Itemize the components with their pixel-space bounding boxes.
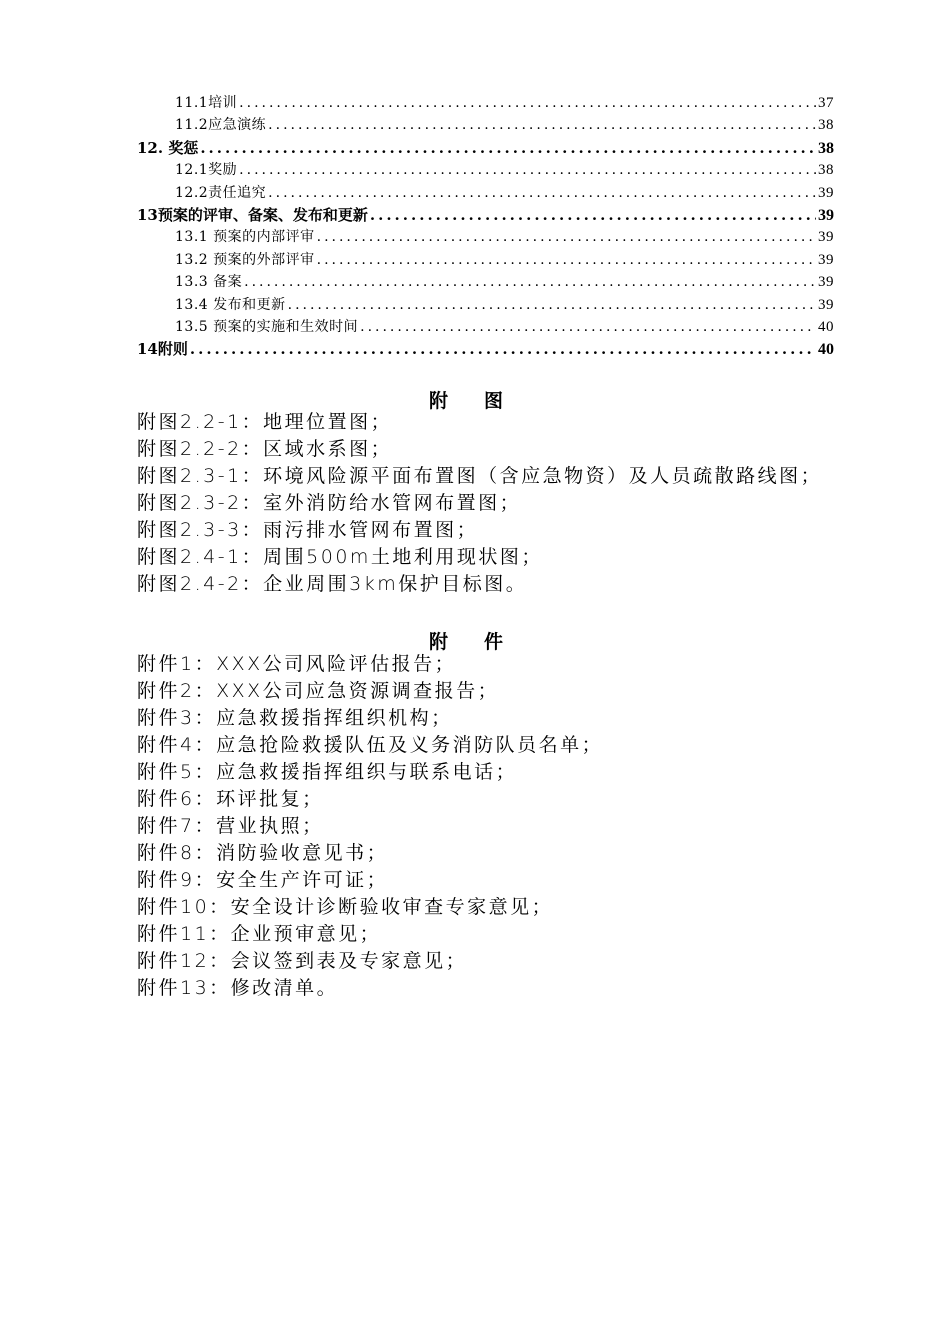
toc-entry[interactable] xyxy=(137,271,834,293)
toc-leader-dots xyxy=(239,95,816,111)
attachment-list-item: 附件8：消防验收意见书； xyxy=(137,842,389,864)
toc-page-number: 39 xyxy=(818,274,834,291)
toc-leader-dots xyxy=(360,319,816,335)
toc-page-number: 38 xyxy=(818,139,834,157)
toc-leader-dots xyxy=(317,252,816,268)
toc-page-number: 40 xyxy=(818,318,834,335)
toc-page-number: 39 xyxy=(818,184,834,201)
toc-page-number: 37 xyxy=(818,95,834,111)
figure-list-item: 附图2.2-2：区域水系图； xyxy=(137,438,393,460)
attachment-list-item: 附件10：安全设计诊断验收审查专家意见； xyxy=(137,896,554,918)
attachment-list-item: 附件7：营业执照； xyxy=(137,815,324,837)
toc-entry-title: 12.1奖励 xyxy=(175,162,238,179)
toc-page-number: 39 xyxy=(818,296,834,313)
figure-list-item: 附图2.3-1：环境风险源平面布置图（含应急物资）及人员疏散路线图； xyxy=(137,465,823,487)
toc-leader-dots xyxy=(268,117,816,133)
toc-entry-title: 12.2责任追究 xyxy=(175,184,267,201)
figure-list-item: 附图2.4-1：周围500m土地利用现状图； xyxy=(137,546,543,568)
toc-entry[interactable] xyxy=(137,137,834,159)
table-of-contents xyxy=(137,92,834,361)
toc-entry-title: 11.1培训 xyxy=(175,95,238,111)
figure-list-item: 附图2.4-2：企业周围3km保护目标图。 xyxy=(137,573,528,595)
figures-heading: 附图 xyxy=(428,390,539,412)
toc-entry-title: 13.1 预案的内部评审 xyxy=(175,229,315,246)
figure-list-item: 附图2.3-3：雨污排水管网布置图； xyxy=(137,519,479,541)
toc-entry[interactable] xyxy=(137,114,834,136)
attachment-list-item: 附件3：应急救援指挥组织机构； xyxy=(137,707,453,729)
toc-entry-title: 13.3 备案 xyxy=(175,274,243,291)
attachment-list-item: 附件4：应急抢险救援队伍及义务消防队员名单； xyxy=(137,734,604,756)
toc-entry-title: 14附则 xyxy=(137,340,188,359)
toc-leader-dots xyxy=(370,206,816,224)
toc-leader-dots xyxy=(268,185,816,201)
toc-entry-title: 13预案的评审、备案、发布和更新 xyxy=(137,205,368,224)
toc-entry[interactable] xyxy=(137,338,834,360)
toc-page-number: 39 xyxy=(818,229,834,246)
attachment-list-item: 附件12：会议签到表及专家意见； xyxy=(137,950,468,972)
attachment-list-item: 附件9：安全生产许可证； xyxy=(137,869,389,891)
figures-list xyxy=(137,409,857,598)
toc-entry[interactable] xyxy=(137,249,834,271)
toc-leader-dots xyxy=(244,274,816,290)
attachments-heading: 附件 xyxy=(428,631,539,653)
attachment-list-item: 附件6：环评批复； xyxy=(137,788,324,810)
toc-entry[interactable] xyxy=(137,294,834,316)
attachment-list-item: 附件11：企业预审意见； xyxy=(137,923,382,945)
attachments-list xyxy=(137,651,857,1002)
toc-leader-dots xyxy=(288,297,816,313)
figure-list-item: 附图2.3-2：室外消防给水管网布置图； xyxy=(137,492,522,514)
toc-leader-dots xyxy=(317,229,816,245)
toc-leader-dots xyxy=(190,340,816,358)
toc-leader-dots xyxy=(239,162,816,178)
toc-entry[interactable] xyxy=(137,316,834,338)
attachment-list-item: 附件2：XXX公司应急资源调查报告； xyxy=(137,680,500,702)
attachment-list-item: 附件1：XXX公司风险评估报告； xyxy=(137,653,457,675)
attachment-list-item: 附件13：修改清单。 xyxy=(137,977,339,999)
toc-entry[interactable] xyxy=(137,159,834,181)
toc-page-number: 38 xyxy=(818,117,834,134)
toc-page-number: 38 xyxy=(818,162,834,179)
toc-entry-title: 13.2 预案的外部评审 xyxy=(175,251,315,268)
toc-entry[interactable] xyxy=(137,226,834,248)
toc-entry-title: 12. 奖惩 xyxy=(137,138,199,157)
figure-list-item: 附图2.2-1：地理位置图； xyxy=(137,411,393,433)
toc-leader-dots xyxy=(200,139,816,157)
toc-page-number: 40 xyxy=(818,341,834,359)
toc-entry-title: 11.2应急演练 xyxy=(175,117,267,134)
toc-entry[interactable] xyxy=(137,204,834,226)
toc-entry-title: 13.4 发布和更新 xyxy=(175,296,286,313)
toc-entry[interactable] xyxy=(137,92,834,114)
toc-page-number: 39 xyxy=(818,251,834,268)
toc-entry[interactable] xyxy=(137,182,834,204)
toc-page-number: 39 xyxy=(818,206,834,224)
attachment-list-item: 附件5：应急救援指挥组织与联系电话； xyxy=(137,761,518,783)
toc-entry-title: 13.5 预案的实施和生效时间 xyxy=(175,318,359,335)
